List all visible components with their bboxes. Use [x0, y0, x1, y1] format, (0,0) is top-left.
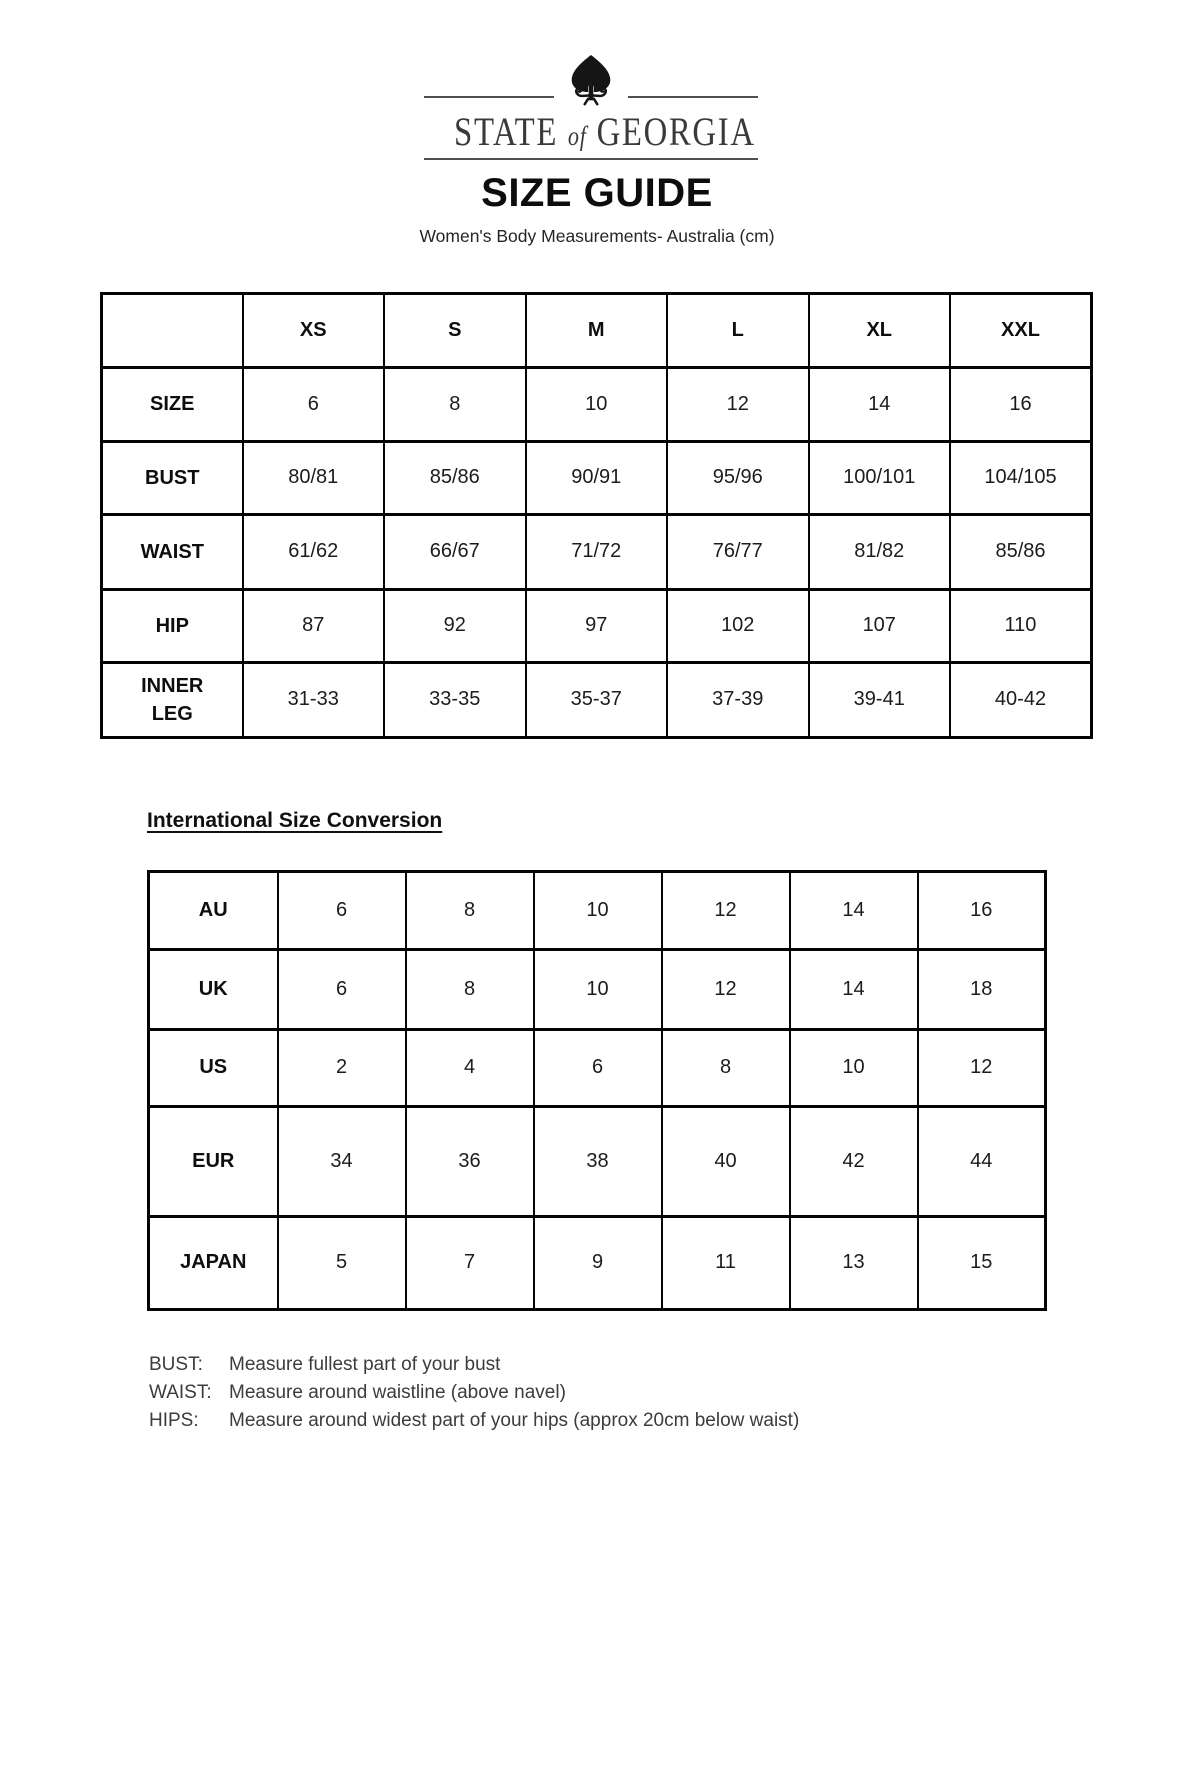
measurement-row-label: [102, 662, 243, 737]
measurement-value-cell: 35-37: [526, 662, 668, 737]
measurement-table-head: [102, 293, 1092, 367]
measurement-value-cell: 71/72: [526, 514, 668, 589]
measurement-row: [102, 441, 1092, 514]
conversion-value-cell: 13: [790, 1216, 918, 1309]
conversion-row: [149, 1216, 1046, 1309]
conversion-value-cell: 11: [662, 1216, 790, 1309]
measurement-value-cell: 40-42: [950, 662, 1092, 737]
measurement-row-label-text: SIZE: [150, 393, 195, 416]
conversion-value-cell: 15: [918, 1216, 1046, 1309]
measurement-value-cell: 87: [243, 589, 385, 662]
measurement-row: [102, 662, 1092, 737]
note-text: Measure fullest part of your bust: [229, 1353, 501, 1375]
conversion-row-label: EUR: [149, 1106, 278, 1216]
note-label: HIPS:: [149, 1409, 199, 1431]
logo-line-right: [628, 96, 758, 98]
conversion-value-cell: 8: [406, 949, 534, 1029]
brand-name-of: of: [567, 121, 587, 151]
measurement-column-header: L: [667, 293, 809, 367]
note-text: Measure around waistline (above navel): [229, 1381, 566, 1403]
note-text: Measure around widest part of your hips (approx 20cm below waist): [229, 1409, 800, 1431]
note-line: [149, 1407, 1194, 1435]
measurement-row-label: [102, 514, 243, 589]
conversion-value-cell: 6: [278, 949, 406, 1029]
measurement-value-cell: 10: [526, 367, 668, 441]
conversion-value-cell: 12: [662, 871, 790, 949]
measurement-value-cell: 104/105: [950, 441, 1092, 514]
conversion-table: [147, 870, 1047, 1311]
measurement-header-row: [102, 293, 1092, 367]
conversion-row: [149, 871, 1046, 949]
measurement-row-label-text: WAIST: [140, 540, 204, 563]
measurement-row-label-text: BUST: [145, 466, 200, 489]
conversion-value-cell: 40: [662, 1106, 790, 1216]
conversion-value-cell: 8: [406, 871, 534, 949]
conversion-value-cell: 12: [918, 1029, 1046, 1106]
measurement-column-header: XS: [243, 293, 385, 367]
measurement-value-cell: 85/86: [950, 514, 1092, 589]
logo-top: [424, 56, 758, 106]
conversion-value-cell: 6: [278, 871, 406, 949]
measurement-notes: [149, 1351, 1194, 1435]
logo-line-left: [424, 96, 554, 98]
page-subtitle: Women's Body Measurements- Australia (cm): [419, 225, 775, 246]
measurement-column-header: XL: [809, 293, 951, 367]
conversion-heading: International Size Conversion: [147, 808, 443, 832]
measurement-value-cell: 102: [667, 589, 809, 662]
measurement-value-cell: 31-33: [243, 662, 385, 737]
conversion-row-label: US: [149, 1029, 278, 1106]
logo-underline: [424, 158, 758, 160]
conversion-row-label: UK: [149, 949, 278, 1029]
conversion-row: [149, 1106, 1046, 1216]
conversion-value-cell: 10: [534, 949, 662, 1029]
measurement-row: [102, 514, 1092, 589]
conversion-row-label: AU: [149, 871, 278, 949]
measurement-value-cell: 90/91: [526, 441, 668, 514]
measurement-value-cell: 39-41: [809, 662, 951, 737]
measurement-value-cell: 80/81: [243, 441, 385, 514]
conversion-row-label: JAPAN: [149, 1216, 278, 1309]
conversion-row: [149, 1029, 1046, 1106]
conversion-row: [149, 949, 1046, 1029]
brand-header: [424, 56, 758, 160]
note-line: [149, 1379, 1194, 1407]
measurement-value-cell: 107: [809, 589, 951, 662]
conversion-value-cell: 6: [534, 1029, 662, 1106]
conversion-value-cell: 2: [278, 1029, 406, 1106]
measurement-table-body: [102, 367, 1092, 737]
measurement-row: [102, 367, 1092, 441]
measurement-value-cell: 92: [384, 589, 526, 662]
brand-name-right: GEORGIA: [596, 109, 756, 154]
measurement-value-cell: 100/101: [809, 441, 951, 514]
conversion-value-cell: 16: [918, 871, 1046, 949]
brand-wordmark: [454, 109, 756, 155]
conversion-value-cell: 10: [790, 1029, 918, 1106]
conversion-value-cell: 9: [534, 1216, 662, 1309]
measurement-value-cell: 76/77: [667, 514, 809, 589]
measurement-value-cell: 14: [809, 367, 951, 441]
measurement-value-cell: 16: [950, 367, 1092, 441]
conversion-value-cell: 36: [406, 1106, 534, 1216]
measurement-value-cell: 110: [950, 589, 1092, 662]
measurement-row-label: [102, 367, 243, 441]
conversion-value-cell: 38: [534, 1106, 662, 1216]
measurement-value-cell: 95/96: [667, 441, 809, 514]
measurement-value-cell: 61/62: [243, 514, 385, 589]
measurement-value-cell: 85/86: [384, 441, 526, 514]
measurement-column-header: S: [384, 293, 526, 367]
conversion-value-cell: 44: [918, 1106, 1046, 1216]
conversion-value-cell: 10: [534, 871, 662, 949]
measurement-column-header: XXL: [950, 293, 1092, 367]
note-line: [149, 1351, 1194, 1379]
conversion-value-cell: 34: [278, 1106, 406, 1216]
measurement-value-cell: 81/82: [809, 514, 951, 589]
measurement-row-label: [102, 589, 243, 662]
measurement-value-cell: 66/67: [384, 514, 526, 589]
conversion-value-cell: 14: [790, 949, 918, 1029]
measurement-value-cell: 33-35: [384, 662, 526, 737]
measurement-row-label-text: INNER LEG: [141, 674, 204, 725]
measurement-table: [100, 292, 1093, 739]
measurement-column-header: [102, 293, 243, 367]
conversion-value-cell: 5: [278, 1216, 406, 1309]
conversion-value-cell: 8: [662, 1029, 790, 1106]
measurement-row: [102, 589, 1092, 662]
conversion-table-body: [149, 871, 1046, 1309]
measurement-row-label-text: HIP: [155, 614, 189, 637]
measurement-column-header: M: [526, 293, 668, 367]
measurement-row-label: [102, 441, 243, 514]
measurement-value-cell: 8: [384, 367, 526, 441]
note-label: WAIST:: [149, 1381, 212, 1403]
page-title: SIZE GUIDE: [481, 170, 713, 215]
conversion-value-cell: 14: [790, 871, 918, 949]
brand-name-left: STATE: [454, 109, 559, 154]
measurement-value-cell: 37-39: [667, 662, 809, 737]
conversion-value-cell: 7: [406, 1216, 534, 1309]
conversion-value-cell: 42: [790, 1106, 918, 1216]
conversion-value-cell: 4: [406, 1029, 534, 1106]
measurement-value-cell: 97: [526, 589, 668, 662]
tree-icon: [560, 54, 622, 113]
measurement-value-cell: 6: [243, 367, 385, 441]
conversion-value-cell: 18: [918, 949, 1046, 1029]
conversion-value-cell: 12: [662, 949, 790, 1029]
measurement-value-cell: 12: [667, 367, 809, 441]
note-label: BUST:: [149, 1353, 203, 1375]
